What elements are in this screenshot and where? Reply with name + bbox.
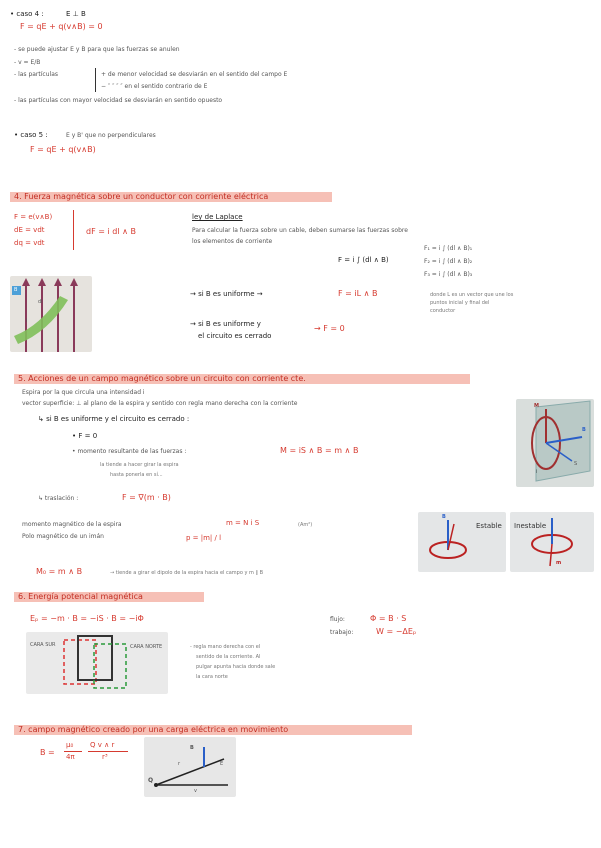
sec5-intro1: Espira por la que circula una intensidad i bbox=[22, 389, 145, 396]
sec7-frac-line bbox=[64, 751, 82, 752]
sec4-uniform-res: F = iL ∧ B bbox=[338, 289, 378, 298]
sec5-moment-note1: la tiende a hacer girar la espira bbox=[100, 462, 179, 468]
wire-in-field-svg bbox=[10, 276, 92, 352]
sec4-left3: dq = vdt bbox=[14, 239, 45, 247]
stable-figure bbox=[418, 512, 506, 572]
sec4-law-title: ley de Laplace bbox=[192, 213, 243, 221]
case5-formula: F = qE + q(v∧B) bbox=[30, 145, 96, 154]
case4-condition: E ⊥ B bbox=[66, 10, 86, 18]
loop-fig-i-label: i bbox=[536, 469, 538, 475]
sec6-note1: - regla mano derecha con el bbox=[190, 644, 261, 650]
stable-label: Estable bbox=[476, 522, 502, 530]
sec4-law-text1: Para calcular la fuerza sobre un cable, deben sumarse las fuerzas sobre bbox=[192, 227, 408, 234]
sec7-rhs-top: Q v ∧ r bbox=[90, 741, 115, 749]
sec4-closed1: → si B es uniforme y bbox=[190, 320, 261, 328]
sec4-uniform-note3: conductor bbox=[430, 308, 456, 314]
wire-in-field-figure bbox=[10, 276, 92, 352]
sec4-left1: F = e(v∧B) bbox=[14, 213, 53, 221]
sec5-units: (Am²) bbox=[298, 522, 313, 528]
sec6-energy: Eₚ = −m · B = −iS · B = −iΦ bbox=[30, 614, 144, 623]
sec7-rhs-bot: r³ bbox=[102, 753, 108, 761]
sec4-law-text2: los elementos de corriente bbox=[192, 238, 273, 245]
sec6-flux-f: Φ = B · S bbox=[370, 614, 407, 623]
sec6-heading: 6. Energía potencial magnética bbox=[18, 592, 143, 601]
unstable-m-label: m bbox=[556, 560, 562, 566]
sec5-moment: • momento resultante de las fuerzas : bbox=[72, 448, 187, 455]
sec4-heading: 4. Fuerza magnética sobre un conductor con corriente eléctrica bbox=[14, 192, 269, 201]
sec5-cond: ↳ si B es uniforme y el circuito es cerrado : bbox=[38, 415, 190, 423]
sec4-left2: dE = vdt bbox=[14, 226, 45, 234]
stable-svg bbox=[418, 512, 506, 572]
sec7-frac-bot: 4π bbox=[66, 753, 75, 761]
case5-condition: E y B' que no perpendiculares bbox=[66, 132, 156, 139]
case4-title: • caso 4 : bbox=[10, 10, 44, 18]
sec5-moment-f: M = iS ∧ B = m ∧ B bbox=[280, 446, 359, 455]
sec5-res1: • F = 0 bbox=[72, 432, 98, 440]
case4-line2: - v = E/B bbox=[14, 59, 41, 66]
sec4-dF: dF = i dl ∧ B bbox=[86, 227, 136, 236]
sec5-torque-f: M₀ = m ∧ B bbox=[36, 567, 83, 576]
sec4-integral: F = i ∫ (dl ∧ B) bbox=[338, 256, 389, 264]
sec5-pole: Polo magnético de un imán bbox=[22, 533, 104, 540]
sec7-heading: 7. campo magnético creado por una carga eléctrica en movimiento bbox=[18, 725, 289, 734]
sec4-f2: F₂ = i ∫ (dl ∧ B)₂ bbox=[424, 258, 473, 265]
loop-fig-S-label: S bbox=[574, 461, 578, 467]
sec5-trans-f: F = ∇(m · B) bbox=[122, 493, 171, 502]
sec4-f1: F₁ = i ∫ (dl ∧ B)₁ bbox=[424, 245, 473, 252]
sec7-frac-top: μ₀ bbox=[66, 741, 74, 749]
loop-fig-B-label: B bbox=[582, 427, 586, 433]
sec4-uniform: → si B es uniforme → bbox=[190, 290, 263, 298]
sec6-flux-label: flujo: bbox=[330, 616, 345, 623]
sec7-lhs: B = bbox=[40, 748, 55, 757]
case4-formula: F = qE + q(v∧B) = 0 bbox=[20, 22, 103, 31]
sec6-note3: pulgar apunta hacia donde sale bbox=[196, 664, 276, 670]
sec5-mag-moment-f: m = N i S bbox=[226, 519, 260, 527]
cara-sur-label: CARA SUR bbox=[30, 642, 56, 648]
case4-line1: - se puede ajustar E y B para que las fuerzas se anulen bbox=[14, 46, 180, 53]
case4-minus-text: − ″ ″ ″ ″ en el sentido contrario de E bbox=[101, 83, 208, 90]
sec5-intro2: vector superficie: ⊥ al plano de la espira y sentido con regla mano derecha con la corriente bbox=[22, 400, 298, 407]
charge-fig-r-label: r bbox=[178, 761, 181, 767]
sec5-mag-moment: momento magnético de la espira bbox=[22, 521, 122, 528]
unstable-label: Inestable bbox=[514, 522, 547, 530]
charge-fig-v-label: v bbox=[194, 788, 197, 794]
sec5-trans-label: ↳ traslación : bbox=[38, 495, 79, 502]
sec5-torque-note: → tiende a girar el dipolo de la espira hacia el campo y m ∥ B bbox=[110, 570, 264, 576]
sec6-note4: la cara norte bbox=[196, 674, 228, 680]
sec4-closed-res: → F = 0 bbox=[314, 324, 345, 333]
stable-B-label: B bbox=[442, 514, 446, 520]
loop-moment-svg bbox=[516, 399, 594, 487]
cara-norte-label: CARA NORTE bbox=[130, 644, 163, 650]
sec4-uniform-note2: puntos inicial y final del bbox=[430, 300, 490, 306]
wire-fig-dl-label: dl bbox=[38, 299, 43, 305]
sec6-work-f: W = −ΔEₚ bbox=[376, 627, 417, 636]
case4-line4: - las partículas con mayor velocidad se desviarán en sentido opuesto bbox=[14, 97, 223, 104]
unstable-figure bbox=[510, 512, 594, 572]
charge-fig-E-label: E bbox=[220, 761, 224, 767]
sec4-bracket bbox=[73, 210, 74, 250]
sec5-moment-note2: hasta ponerla en sí... bbox=[110, 472, 163, 478]
sec4-f3: F₃ = i ∫ (dl ∧ B)₃ bbox=[424, 271, 473, 278]
sec4-closed2: el circuito es cerrado bbox=[198, 332, 272, 340]
faces-figure bbox=[26, 632, 168, 694]
loop-moment-figure bbox=[516, 399, 594, 487]
charge-fig-B-label: B bbox=[190, 745, 194, 751]
sec5-heading: 5. Acciones de un campo magnético sobre un circuito con corriente cte. bbox=[18, 374, 306, 383]
moving-charge-figure bbox=[144, 737, 236, 797]
sec4-uniform-note1: donde L es un vector que une los bbox=[430, 292, 514, 298]
loop-fig-M-label: M bbox=[534, 403, 539, 409]
wire-fig-B-label: B bbox=[14, 287, 18, 293]
case4-bracket bbox=[95, 68, 96, 92]
charge-fig-Q-label: Q bbox=[148, 777, 154, 784]
unstable-svg bbox=[510, 512, 594, 572]
case4-plus-text: + de menor velocidad se desviarán en el sentido del campo E bbox=[101, 71, 288, 78]
case4-line3-label: - las partículas bbox=[14, 71, 58, 78]
case5-title: • caso 5 : bbox=[14, 131, 48, 139]
wire-fig-i-label: i bbox=[26, 318, 28, 324]
sec6-note2: sentido de la corriente. Al bbox=[196, 654, 261, 660]
sec6-work-label: trabajo: bbox=[330, 629, 354, 636]
sec7-rhs-line bbox=[88, 751, 128, 752]
sec5-pole-f: p = |m| / l bbox=[186, 534, 222, 542]
